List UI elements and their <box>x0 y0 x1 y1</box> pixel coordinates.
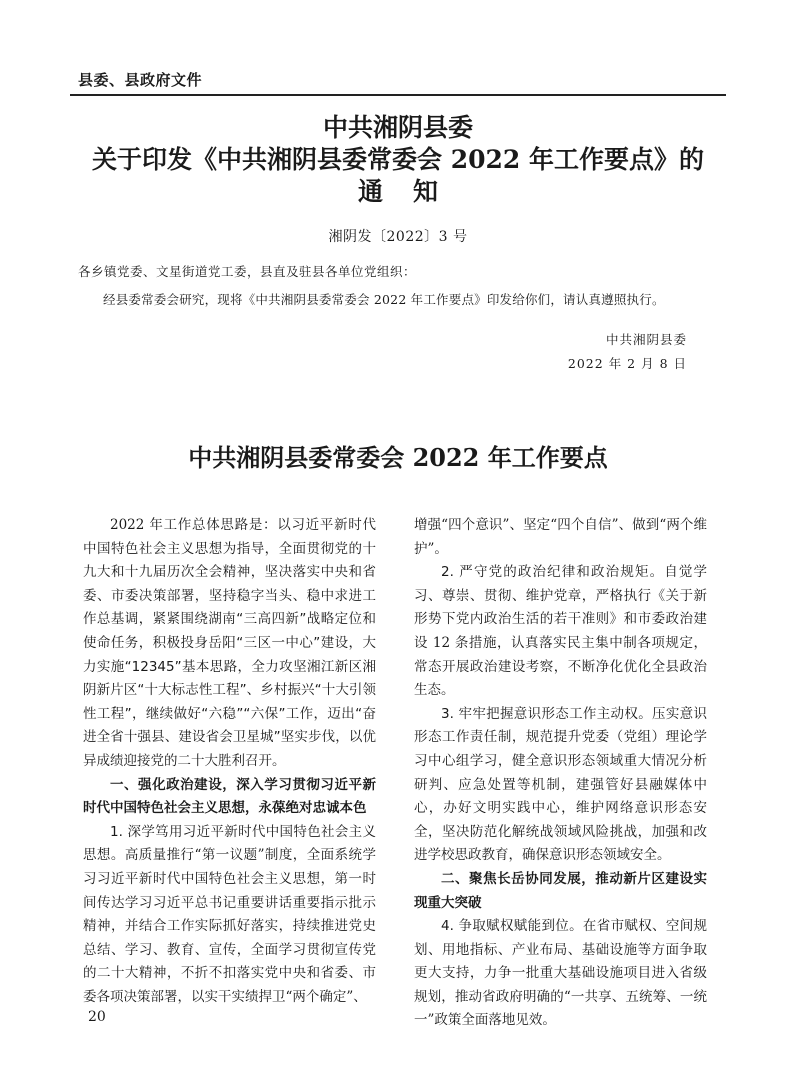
signature-organization: 中共湘阴县委 <box>605 332 687 347</box>
continuation-paragraph: 增强“四个意识”、坚定“四个自信”、做到“两个维护”。 <box>414 517 707 557</box>
intro-text: 以习近平新时代中国特色社会主义思想为指导，全面贯彻党的十九大和十九届历次全会精神，坚决落实中央和省委、市委决策部署，坚持稳字当头、稳中求进工作总基调，紧紧围绕湖南“三高四新”战略定位和使命任务，积极投身岳阳“三区一中心”建设，大力实施“12345”基本思路，全力攻坚湘江新区湘阴新片区“十大标志性工程”、乡村振兴“十大引领性工程”，继续做好“六稳”“六保”工作，迈出“奋进全省十强县、建设省会卫星城”坚实步伐，以优异成绩迎接党的二十大胜利召开。 <box>83 517 377 769</box>
notice-body: 经县委常委会研究，现将《中共湘阴县委常委会 2022 年工作要点》印发给你们，请认真遵照执行。 <box>103 292 665 307</box>
heading-one: 一、强化政治建设，深入学习贯彻习近平新时代中国特色社会主义思想，永葆绝对忠诚本色 <box>83 776 376 817</box>
item-one <box>83 821 376 1010</box>
item-four <box>414 915 707 1033</box>
item-three <box>414 703 707 868</box>
item-four-text: 在省市赋权、空间规划、用地指标、产业布局、基础设施等方面争取更大支持，力争一批重大基础设施项目进入省级规划，推动省政府明确的“一共享、五统筹、一统一”政策全面落地见效。 <box>414 918 708 1029</box>
header-divider <box>70 94 726 96</box>
item-four-lead: 4. 争取赋权赋能到位。 <box>441 918 583 935</box>
item-two-text: 自觉学习、尊崇、贯彻、维护党章，严格执行《关于新形势下党内政治生活的若干准则》和市委政治建设 12 条措施，认真落实民主集中制各项规定，常态开展政治建设考察，不断净化优化全县政治生态。 <box>414 564 708 699</box>
item-one-lead: 1. 深学笃用习近平新时代中国特色社会主义思想。 <box>83 823 376 864</box>
notice-title-line3: 通知 <box>357 177 468 206</box>
right-column <box>414 514 707 1033</box>
left-column <box>83 514 376 1009</box>
item-two <box>414 561 707 703</box>
document-number: 湘阴发〔2022〕3 号 <box>328 229 468 245</box>
heading-two: 二、聚焦长岳协同发展，推动新片区建设实现重大突破 <box>414 870 707 911</box>
intro-lead: 2022 年工作总体思路是： <box>110 517 278 533</box>
item-three-text: 压实意识形态工作责任制，规范提升党委（党组）理论学习中心组学习，健全意识形态领域重大情况分析研判、应急处置等机制，建强管好县融媒体中心，办好文明实践中心，维护网络意识形态安全，坚决防范化解统战领域风险挑战，加强和改进学校思政教育，确保意识形态领域安全。 <box>414 705 708 864</box>
running-header: 县委、县政府文件 <box>78 71 203 89</box>
notice-addressee: 各乡镇党委、文星街道党工委，县直及驻县各单位党组织： <box>78 264 417 279</box>
item-three-lead: 3. 牢牢把握意识形态工作主动权。 <box>441 705 653 722</box>
signature-date: 2022 年 2 月 8 日 <box>567 356 687 371</box>
intro-paragraph <box>83 514 376 774</box>
notice-title-line1: 中共湘阴县委 <box>322 113 473 142</box>
notice-title-line2: 关于印发《中共湘阴县委常委会 2022 年工作要点》的 <box>92 145 704 174</box>
section-title: 中共湘阴县委常委会 2022 年工作要点 <box>188 443 608 472</box>
item-one-text: 高质量推行“第一议题”制度，全面系统学习习近平新时代中国特色社会主义思想，第一时间传达学习习近平总书记重要讲话重要指示批示精神，并结合工作实际抓好落实，持续推进党史总结、学习、教育、宣传，全面学习贯彻宣传党的二十大精神，不折不扣落实党中央和省委、市委各项决策部署，以实干实绩捍卫“两个确定”、 <box>83 847 376 1005</box>
page-number: 20 <box>88 1009 106 1025</box>
item-two-lead: 2. 严守党的政治纪律和政治规矩。 <box>441 564 665 581</box>
notice-title <box>70 112 726 208</box>
